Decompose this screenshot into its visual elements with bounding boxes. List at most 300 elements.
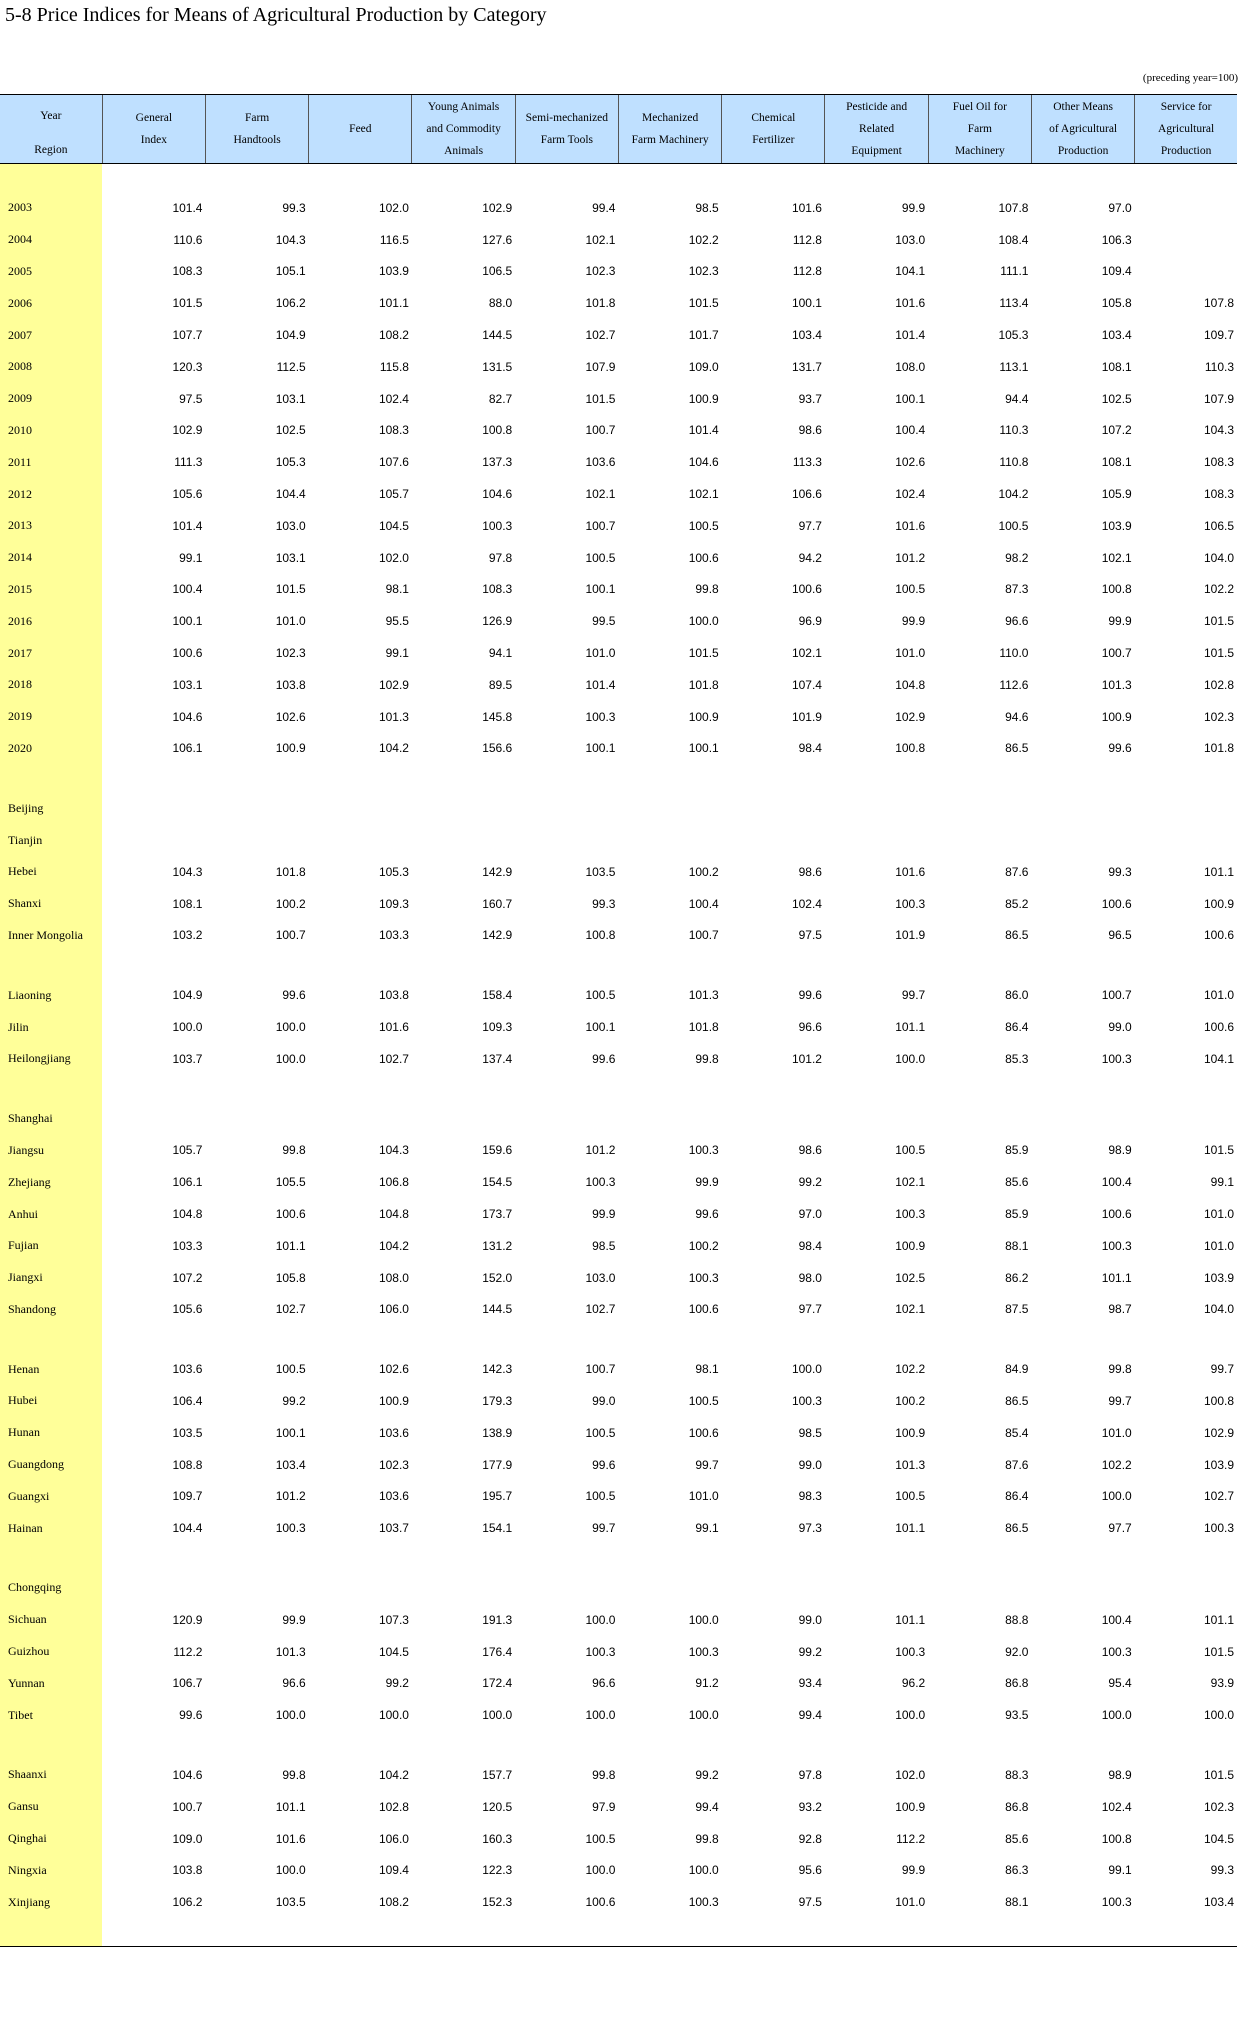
row-label: Heilongjiang: [0, 1043, 102, 1075]
table-cell: [825, 824, 928, 856]
table-cell: 99.2: [385, 1676, 409, 1691]
table-cell: 92.0: [1005, 1644, 1029, 1659]
row-label: [0, 1325, 102, 1353]
table-cell: 111.3: [174, 455, 203, 470]
table-cell: 108.0: [378, 1270, 409, 1285]
table-cell: 106.5: [1203, 518, 1234, 533]
table-cell: [515, 792, 618, 824]
row-label: 2007: [0, 319, 102, 351]
table-cell: 88.8: [1005, 1612, 1029, 1627]
table-cell: 120.3: [172, 359, 203, 374]
table-row: [0, 446, 1237, 478]
column-header-line: Pesticide and: [846, 101, 908, 113]
table-row: [0, 256, 1237, 288]
table-cell: 106.8: [378, 1175, 409, 1190]
table-cell: [412, 1103, 515, 1135]
table-cell: 100.9: [895, 1799, 926, 1814]
table-cell: 100.6: [1203, 1020, 1234, 1035]
table-cell: 100.4: [1101, 1175, 1132, 1190]
table-cell: 101.2: [275, 1489, 306, 1504]
table-cell: 100.5: [585, 550, 616, 565]
row-label: 2010: [0, 415, 102, 447]
table-cell: 131.7: [791, 359, 822, 374]
table-cell: 100.6: [1101, 896, 1132, 911]
table-row: [0, 888, 1237, 920]
table-cell: 142.3: [482, 1362, 513, 1377]
table-cell: 106.4: [172, 1393, 203, 1408]
table-cell: 102.1: [895, 1175, 926, 1190]
table-cell: 107.8: [998, 200, 1029, 215]
row-label: Shaanxi: [0, 1759, 102, 1791]
table-cell: 99.9: [901, 614, 926, 629]
table-cell: [618, 1731, 721, 1759]
table-row: [0, 733, 1237, 765]
table-cell: [1031, 792, 1134, 824]
table-cell: 101.0: [275, 614, 306, 629]
table-cell: [1031, 1572, 1134, 1604]
table-cell: [618, 764, 721, 792]
table-cell: 102.3: [585, 264, 616, 279]
table-cell: [618, 1572, 721, 1604]
table-cell: [205, 1918, 308, 1947]
table-cell: 102.1: [688, 487, 719, 502]
table-cell: 99.6: [282, 988, 306, 1003]
table-cell: 177.9: [482, 1457, 513, 1472]
table-cell: 105.6: [172, 1302, 203, 1317]
table-cell: 99.7: [592, 1521, 616, 1536]
table-cell: 97.0: [1108, 200, 1132, 215]
table-cell: 96.6: [1005, 614, 1029, 629]
table-cell: 100.0: [895, 1708, 926, 1723]
table-row: [0, 383, 1237, 415]
table-cell: 106.5: [482, 264, 513, 279]
table-cell: 113.1: [999, 359, 1029, 374]
table-cell: 86.8: [1005, 1799, 1029, 1814]
table-cell: 88.0: [488, 296, 513, 311]
table-cell: [722, 792, 825, 824]
table-row: [0, 605, 1237, 637]
table-cell: 95.4: [1108, 1676, 1132, 1691]
table-cell: 138.9: [482, 1425, 513, 1440]
table-cell: [1135, 256, 1237, 288]
table-cell: 99.7: [1210, 1362, 1234, 1377]
table-cell: 101.4: [688, 423, 719, 438]
table-cell: 109.0: [688, 359, 719, 374]
table-cell: 102.3: [275, 646, 306, 661]
table-cell: 87.5: [1005, 1302, 1029, 1317]
table-cell: 100.0: [1101, 1708, 1132, 1723]
row-label: [0, 951, 102, 979]
table-cell: 100.4: [895, 423, 926, 438]
table-cell: 100.3: [791, 1393, 822, 1408]
table-cell: 99.8: [695, 582, 719, 597]
table-cell: 103.2: [172, 928, 203, 943]
table-cell: 101.5: [1203, 1644, 1234, 1659]
table-cell: 85.2: [1005, 896, 1029, 911]
spacer-row: [0, 1918, 1237, 1947]
table-cell: 99.6: [592, 1457, 616, 1472]
column-header-line: Other Means: [1053, 101, 1113, 113]
table-cell: 100.6: [688, 1425, 719, 1440]
table-cell: 103.5: [172, 1425, 203, 1440]
table-cell: 101.6: [895, 296, 926, 311]
table-cell: 100.0: [688, 1708, 719, 1723]
table-cell: 100.3: [688, 1895, 719, 1910]
table-cell: 100.3: [585, 1644, 616, 1659]
table-cell: 108.2: [378, 1895, 409, 1910]
table-cell: 101.3: [1101, 677, 1132, 692]
table-cell: 100.8: [1203, 1393, 1234, 1408]
table-cell: 137.3: [482, 455, 513, 470]
table-cell: 101.0: [1203, 1207, 1234, 1221]
table-cell: 120.5: [482, 1799, 513, 1814]
table-cell: [1135, 164, 1237, 193]
column-header-line: Handtools: [233, 134, 281, 146]
table-cell: 100.1: [172, 614, 203, 629]
table-cell: 97.8: [488, 550, 513, 565]
table-cell: 99.1: [385, 646, 409, 661]
table-cell: 100.0: [172, 1020, 203, 1035]
table-cell: 144.5: [482, 1302, 513, 1317]
table-row: [0, 542, 1237, 574]
table-cell: 101.4: [895, 328, 926, 343]
table-cell: 108.3: [378, 423, 409, 438]
table-cell: 100.3: [1101, 1051, 1132, 1066]
spacer-row: [0, 1731, 1237, 1759]
table-cell: 101.1: [1101, 1270, 1132, 1285]
column-header-line: Mechanized: [642, 112, 699, 124]
table-cell: 106.1: [172, 1175, 203, 1190]
row-label: Qinghai: [0, 1823, 102, 1855]
column-header: [928, 95, 1031, 164]
table-cell: 101.6: [895, 864, 926, 879]
table-cell: 105.3: [378, 864, 409, 879]
table-cell: 102.1: [585, 232, 616, 247]
table-cell: 87.6: [1005, 864, 1029, 879]
table-cell: 108.1: [1101, 359, 1132, 374]
table-cell: 101.7: [688, 328, 719, 343]
table-cell: 103.1: [275, 550, 306, 565]
table-cell: 107.2: [172, 1270, 203, 1285]
row-label: Shandong: [0, 1294, 102, 1326]
table-cell: 107.9: [1203, 391, 1234, 406]
table-cell: 108.8: [172, 1457, 203, 1472]
column-header-line: Fertilizer: [752, 134, 795, 146]
table-cell: [618, 1918, 721, 1947]
table-cell: 100.9: [275, 741, 306, 756]
table-cell: 101.8: [275, 864, 306, 879]
table-cell: 101.0: [895, 646, 926, 661]
table-cell: 101.8: [688, 1020, 719, 1035]
column-header-line: General: [135, 112, 173, 124]
table-cell: 102.9: [378, 677, 409, 692]
table-cell: 100.8: [1101, 1831, 1132, 1846]
table-cell: 113.4: [999, 296, 1029, 311]
table-cell: 158.4: [482, 988, 513, 1003]
table-cell: 100.9: [895, 1238, 926, 1253]
column-header-line: Production: [1057, 145, 1109, 157]
table-cell: 113.3: [792, 455, 822, 470]
table-cell: 93.9: [1210, 1676, 1234, 1691]
table-cell: 101.3: [378, 709, 409, 724]
table-cell: 104.1: [895, 264, 926, 279]
table-cell: 109.4: [378, 1863, 409, 1878]
table-cell: 100.6: [172, 646, 203, 661]
table-cell: [412, 1731, 515, 1759]
table-cell: 97.8: [798, 1767, 822, 1782]
table-cell: 106.7: [172, 1676, 203, 1691]
table-cell: 160.3: [482, 1831, 513, 1846]
table-cell: [928, 1572, 1031, 1604]
table-cell: 101.1: [895, 1521, 926, 1536]
table-cell: 101.5: [688, 646, 719, 661]
table-cell: [928, 824, 1031, 856]
table-cell: 104.6: [688, 455, 719, 470]
table-cell: 103.6: [585, 455, 616, 470]
table-cell: [412, 764, 515, 792]
table-cell: 102.3: [378, 1457, 409, 1472]
table-cell: 101.1: [1203, 1612, 1234, 1627]
table-cell: [515, 951, 618, 979]
row-label: Tianjin: [0, 824, 102, 856]
row-label: Hainan: [0, 1512, 102, 1544]
table-cell: 88.3: [1005, 1767, 1029, 1782]
table-cell: 109.7: [1203, 328, 1234, 343]
table-cell: [102, 764, 205, 792]
column-header: [205, 95, 308, 164]
table-cell: 100.3: [895, 1207, 926, 1221]
table-cell: [102, 824, 205, 856]
table-cell: 102.4: [378, 391, 409, 406]
table-cell: 103.9: [1101, 518, 1132, 533]
table-cell: 102.2: [1101, 1457, 1132, 1472]
table-cell: 101.0: [1203, 1238, 1234, 1253]
table-cell: [722, 951, 825, 979]
table-cell: 100.0: [482, 1708, 513, 1723]
table-cell: 100.0: [585, 1612, 616, 1627]
table-row: [0, 224, 1237, 256]
table-cell: 99.0: [798, 1457, 822, 1472]
table-cell: [928, 1325, 1031, 1353]
table-cell: 102.7: [585, 328, 616, 343]
table-cell: 108.3: [1203, 487, 1234, 502]
table-cell: 104.9: [172, 988, 203, 1003]
table-cell: [1031, 824, 1134, 856]
table-cell: 96.6: [592, 1676, 616, 1691]
table-row: [0, 1572, 1237, 1604]
table-cell: 100.0: [378, 1708, 409, 1723]
table-row: [0, 192, 1237, 224]
table-cell: 94.2: [798, 550, 822, 565]
table-cell: 99.4: [798, 1708, 822, 1723]
page-title: 5-8 Price Indices for Means of Agricultural Production by Category: [5, 4, 547, 26]
table-cell: 106.2: [172, 1895, 203, 1910]
table-cell: 103.7: [172, 1051, 203, 1066]
table-cell: 100.5: [585, 988, 616, 1003]
table-cell: 103.7: [378, 1521, 409, 1536]
table-cell: 126.9: [482, 614, 513, 629]
table-cell: 85.9: [1005, 1207, 1029, 1221]
table-cell: 112.8: [792, 232, 822, 247]
spacer-row: [0, 164, 1237, 193]
table-cell: [1031, 1075, 1134, 1103]
table-cell: 98.3: [798, 1489, 822, 1504]
table-cell: 97.7: [798, 1302, 822, 1317]
table-cell: 100.6: [688, 550, 719, 565]
table-cell: 99.9: [901, 1863, 926, 1878]
table-row: [0, 1823, 1237, 1855]
table-cell: 100.2: [275, 896, 306, 911]
row-label: Guangxi: [0, 1480, 102, 1512]
table-cell: [205, 1572, 308, 1604]
table-cell: 107.7: [172, 328, 203, 343]
table-cell: 137.4: [482, 1051, 513, 1066]
column-header-line: Index: [140, 134, 167, 146]
table-cell: 86.5: [1005, 741, 1029, 756]
table-cell: 100.5: [688, 1393, 719, 1408]
table-cell: 112.8: [792, 264, 822, 279]
row-label: Gansu: [0, 1791, 102, 1823]
table-cell: 99.7: [695, 1457, 719, 1472]
table-cell: 88.1: [1005, 1895, 1029, 1910]
table-cell: 105.1: [275, 264, 306, 279]
table-cell: 99.2: [695, 1767, 719, 1782]
table-cell: [618, 824, 721, 856]
table-cell: 82.7: [488, 391, 513, 406]
column-header: [722, 95, 825, 164]
table-cell: 103.4: [791, 328, 822, 343]
table-cell: 101.0: [1203, 988, 1234, 1003]
table-cell: 101.8: [585, 296, 616, 311]
row-label: Jilin: [0, 1011, 102, 1043]
table-cell: 100.0: [791, 1362, 822, 1377]
table-cell: 104.3: [1203, 423, 1234, 438]
table-cell: [928, 1075, 1031, 1103]
table-cell: 102.2: [895, 1362, 926, 1377]
table-cell: 102.2: [1203, 582, 1234, 597]
table-cell: 105.7: [172, 1143, 203, 1158]
table-cell: 179.3: [482, 1393, 513, 1408]
table-cell: 104.3: [378, 1143, 409, 1158]
table-cell: 108.3: [482, 582, 513, 597]
table-cell: 100.3: [688, 1143, 719, 1158]
row-label: 2019: [0, 701, 102, 733]
table-cell: [825, 1918, 928, 1947]
table-cell: 102.3: [1203, 709, 1234, 724]
table-row: [0, 1886, 1237, 1918]
table-cell: 100.1: [895, 391, 926, 406]
table-cell: 101.3: [895, 1457, 926, 1472]
table-cell: 99.1: [179, 550, 203, 565]
table-cell: 101.6: [275, 1831, 306, 1846]
table-cell: 100.7: [1101, 988, 1132, 1003]
table-cell: 100.5: [275, 1362, 306, 1377]
table-cell: 102.6: [378, 1362, 409, 1377]
table-cell: 101.8: [688, 677, 719, 692]
table-cell: 98.5: [695, 200, 719, 215]
table-cell: 101.1: [895, 1020, 926, 1035]
table-cell: 102.9: [172, 423, 203, 438]
table-cell: 99.4: [695, 1799, 719, 1814]
table-cell: [102, 1572, 205, 1604]
table-cell: 99.0: [592, 1393, 616, 1408]
table-cell: 99.3: [1108, 864, 1132, 879]
column-header-line: Agricultural: [1158, 123, 1215, 135]
row-label: Anhui: [0, 1198, 102, 1230]
table-cell: 100.3: [1101, 1895, 1132, 1910]
column-header-line: Related: [859, 123, 895, 135]
table-cell: 101.4: [172, 518, 203, 533]
table-cell: 105.8: [1101, 296, 1132, 311]
table-cell: 99.8: [1108, 1362, 1132, 1377]
table-cell: 105.6: [172, 487, 203, 502]
table-cell: 95.6: [798, 1863, 822, 1878]
table-cell: [1031, 1325, 1134, 1353]
table-cell: 152.3: [482, 1895, 513, 1910]
table-cell: 100.4: [1101, 1612, 1132, 1627]
table-cell: 86.5: [1005, 928, 1029, 943]
table-cell: 102.5: [1101, 391, 1132, 406]
table-cell: 108.3: [172, 264, 203, 279]
table-cell: [102, 951, 205, 979]
table-cell: [205, 1731, 308, 1759]
table-cell: 102.7: [275, 1302, 306, 1317]
table-cell: 101.5: [585, 391, 616, 406]
table-cell: 94.6: [1005, 709, 1029, 724]
table-row: [0, 637, 1237, 669]
table-cell: 100.0: [275, 1863, 306, 1878]
table-cell: 104.6: [172, 1767, 203, 1782]
table-cell: 100.7: [172, 1799, 203, 1814]
table-cell: 100.5: [895, 1489, 926, 1504]
table-cell: [722, 164, 825, 193]
table-row: [0, 1166, 1237, 1198]
table-cell: [515, 1918, 618, 1947]
table-cell: 104.5: [378, 1644, 409, 1659]
column-header: [412, 95, 515, 164]
table-cell: [515, 1325, 618, 1353]
table-cell: 100.3: [585, 1175, 616, 1190]
table-row: [0, 1230, 1237, 1262]
table-cell: 100.5: [585, 1425, 616, 1440]
table-cell: 100.0: [1101, 1489, 1132, 1504]
table-cell: 100.9: [378, 1393, 409, 1408]
table-cell: [1135, 1103, 1237, 1135]
table-cell: 100.3: [1203, 1521, 1234, 1536]
table-cell: 102.4: [1101, 1799, 1132, 1814]
table-cell: 154.5: [482, 1175, 513, 1190]
table-cell: [1135, 1325, 1237, 1353]
row-label: Yunnan: [0, 1667, 102, 1699]
table-cell: 104.5: [378, 518, 409, 533]
table-cell: [309, 764, 412, 792]
table-cell: 99.8: [592, 1767, 616, 1782]
table-cell: [1135, 1075, 1237, 1103]
table-cell: 98.9: [1108, 1143, 1132, 1158]
table-cell: 99.6: [798, 988, 822, 1003]
table-cell: 100.5: [998, 518, 1029, 533]
table-cell: [928, 1918, 1031, 1947]
table-cell: [825, 1731, 928, 1759]
table-cell: [825, 1572, 928, 1604]
table-cell: 98.2: [1005, 550, 1029, 565]
table-cell: 87.3: [1005, 582, 1029, 597]
table-row: [0, 319, 1237, 351]
table-cell: [928, 164, 1031, 193]
table-cell: 109.7: [172, 1489, 203, 1504]
row-label: 2020: [0, 733, 102, 765]
table-cell: [1135, 792, 1237, 824]
